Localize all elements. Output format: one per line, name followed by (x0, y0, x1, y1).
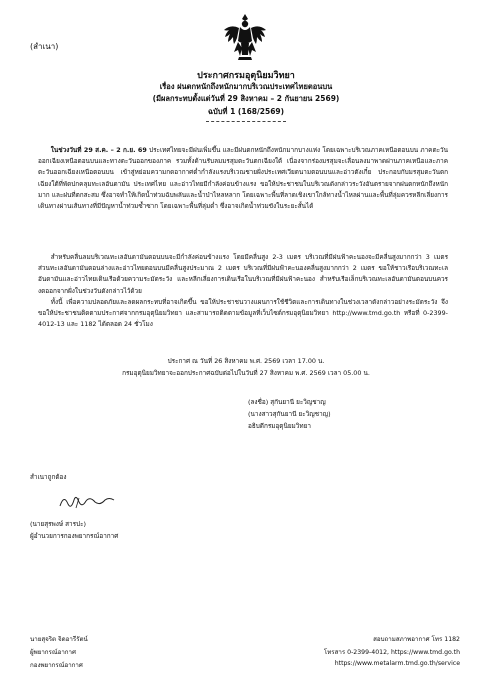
issue-number: ฉบับที่ 1 (168/2569) (207, 107, 285, 116)
issued-date: ประกาศ ณ วันที่ 26 สิงหาคม พ.ศ. 2569 เวลา 17.00 น. (167, 357, 325, 365)
footer-service-link[interactable]: https://www.metalarm.tmd.go.th/service (334, 660, 460, 667)
footer-contact-role: ผู้พยากรณ์อากาศ (30, 649, 76, 656)
footer-hotline: สอบถามสภาพอากาศ โทร 1182 (373, 636, 460, 643)
copy-mark: (สำเนา) (30, 42, 59, 51)
certifier-name: (นายสุรพงษ์ สารปะ) (30, 520, 87, 528)
agency-title: ประกาศกรมอุตุนิยมวิทยา (197, 71, 295, 81)
period-lead: ในช่วงวันที่ 29 ส.ค. – 2 ก.ย. 69 (50, 146, 147, 154)
garuda-emblem-icon (222, 12, 268, 64)
signed-line: (ลงชื่อ) สุกันยานี ยะวิญชาญ (248, 398, 326, 406)
effective-period: (มีผลกระทบตั้งแต่วันที่ 29 สิงหาคม – 2 กันยายน 2569) (152, 94, 340, 103)
paragraph-forecast (38, 145, 448, 249)
divider (206, 121, 286, 122)
paragraph-advice (38, 297, 448, 337)
footer-contact-division: กองพยากรณ์อากาศ (30, 662, 83, 669)
footer-fax-link[interactable]: โทรสาร 0-2399-4012, https://www.tmd.go.th (323, 649, 460, 656)
advice-text: ทั้งนี้ เพื่อความปลอดภัยและลดผลกระทบที่อาจเกิดขึ้น ขอให้ประชาชนวางแผนการใช้ชีวิตและการเดินทางในช่วงเวลาดังกล่าวอย่างระมัดระวัง จึงขอให้ประชาชนติดตามประกาศจากกรมอุตุนิยมวิทยา และสามารถติดตามข้อมูลที่เว็บไซต์กรมอุตุนิยมวิทยา http://www.tmd.go.th หรือที่ 0-2399-4012-13 และ 1182 ได้ตลอด 24 ชั่วโมง (38, 298, 448, 329)
handwritten-signature (56, 492, 122, 512)
signatory-name: (นางสาวสุกันยานี ยะวิญชาญ) (248, 410, 331, 418)
next-issue-note: กรมอุตุนิยมวิทยาจะออกประกาศฉบับต่อไปในวันที่ 27 สิงหาคม พ.ศ. 2569 เวลา 05.00 น. (122, 369, 370, 377)
signatory-title: อธิบดีกรมอุตุนิยมวิทยา (248, 422, 311, 430)
certifier-position: ผู้อำนวยการกองพยากรณ์อากาศ (30, 532, 119, 540)
certified-copy-label: สำเนาถูกต้อง (30, 473, 67, 481)
subject-line: เรื่อง ฝนตกหนักถึงหนักมากบริเวณประเทศไทยตอนบน (159, 82, 333, 91)
footer-contact-name: นายสุจริต จิดอารีรัตน์ (30, 636, 88, 643)
forecast-text: ประเทศไทยจะมีฝนเพิ่มขึ้น และมีฝนตกหนักถึงหนักมากบางแห่ง โดยเฉพาะบริเวณภาคเหนือตอนบน ภาคตะวันออกเฉียงเหนือตอนบนและทางตะวันออกของภาค รวมทั้งด้านรับลมมรสุมตะวันตกเฉียงใต้ เนื่องจากร่องมรสุมจะเลื่อนลงมาพาดผ่านภาคเหนือและภาคตะวันออกเฉียงเหนือตอนบน เข้าสู่หย่อมความกดอากาศต่ำกำลังแรงบริเวณชายฝั่งประเทศเวียดนามตอนบนและอ่าวตังเกี๋ย ประกอบกับมรสุมตะวันตกเฉียงใต้ที่พัดปกคลุมทะเลอันดามัน ประเทศไทย และอ่าวไทยมีกำลังค่อนข้างแรง ขอให้ประชาชนในบริเวณดังกล่าวระวังอันตรายจากฝนตกหนักถึงหนักมาก และฝนที่ตกสะสม ซึ่งอาจทำให้เกิดน้ำท่วมฉับพลันและน้ำป่าไหลหลาก โดยเฉพาะพื้นที่ลาดเชิงเขาใกล้ทางน้ำไหลผ่านและพื้นที่ลุ่มควรหลีกเลี่ยงการเดินทางผ่านเส้นทางที่มีปัญหาน้ำท่วมซ้ำซาก โดยเฉพาะพื้นที่ลุ่มต่ำ ซึ่งอาจเกิดน้ำท่วมขังในระยะสั้นได้ (38, 146, 448, 211)
waves-text: สำหรับคลื่นลมบริเวณทะเลอันดามันตอนบนจะมีกำลังค่อนข้างแรง โดยมีคลื่นสูง 2-3 เมตร บริเวณที่มีฝนฟ้าคะนองจะมีคลื่นสูงมากกว่า 3 เมตร ส่วนทะเลอันดามันตอนล่างและอ่าวไทยตอนบนมีคลื่นสูงประมาณ 2 เมตร บริเวณที่มีฝนฟ้าคะนองคลื่นสูงมากกว่า 2 เมตร ขอให้ชาวเรือบริเวณทะเลอันดามันและอ่าวไทยเดินเรือด้วยความระมัดระวัง และหลีกเลี่ยงการเดินเรือในบริเวณที่มีฝนฟ้าคะนอง สำหรับเรือเล็กบริเวณทะเลอันดามันตอนบนควรงดออกจากฝั่งในช่วงวันดังกล่าวไว้ด้วย (38, 253, 448, 295)
